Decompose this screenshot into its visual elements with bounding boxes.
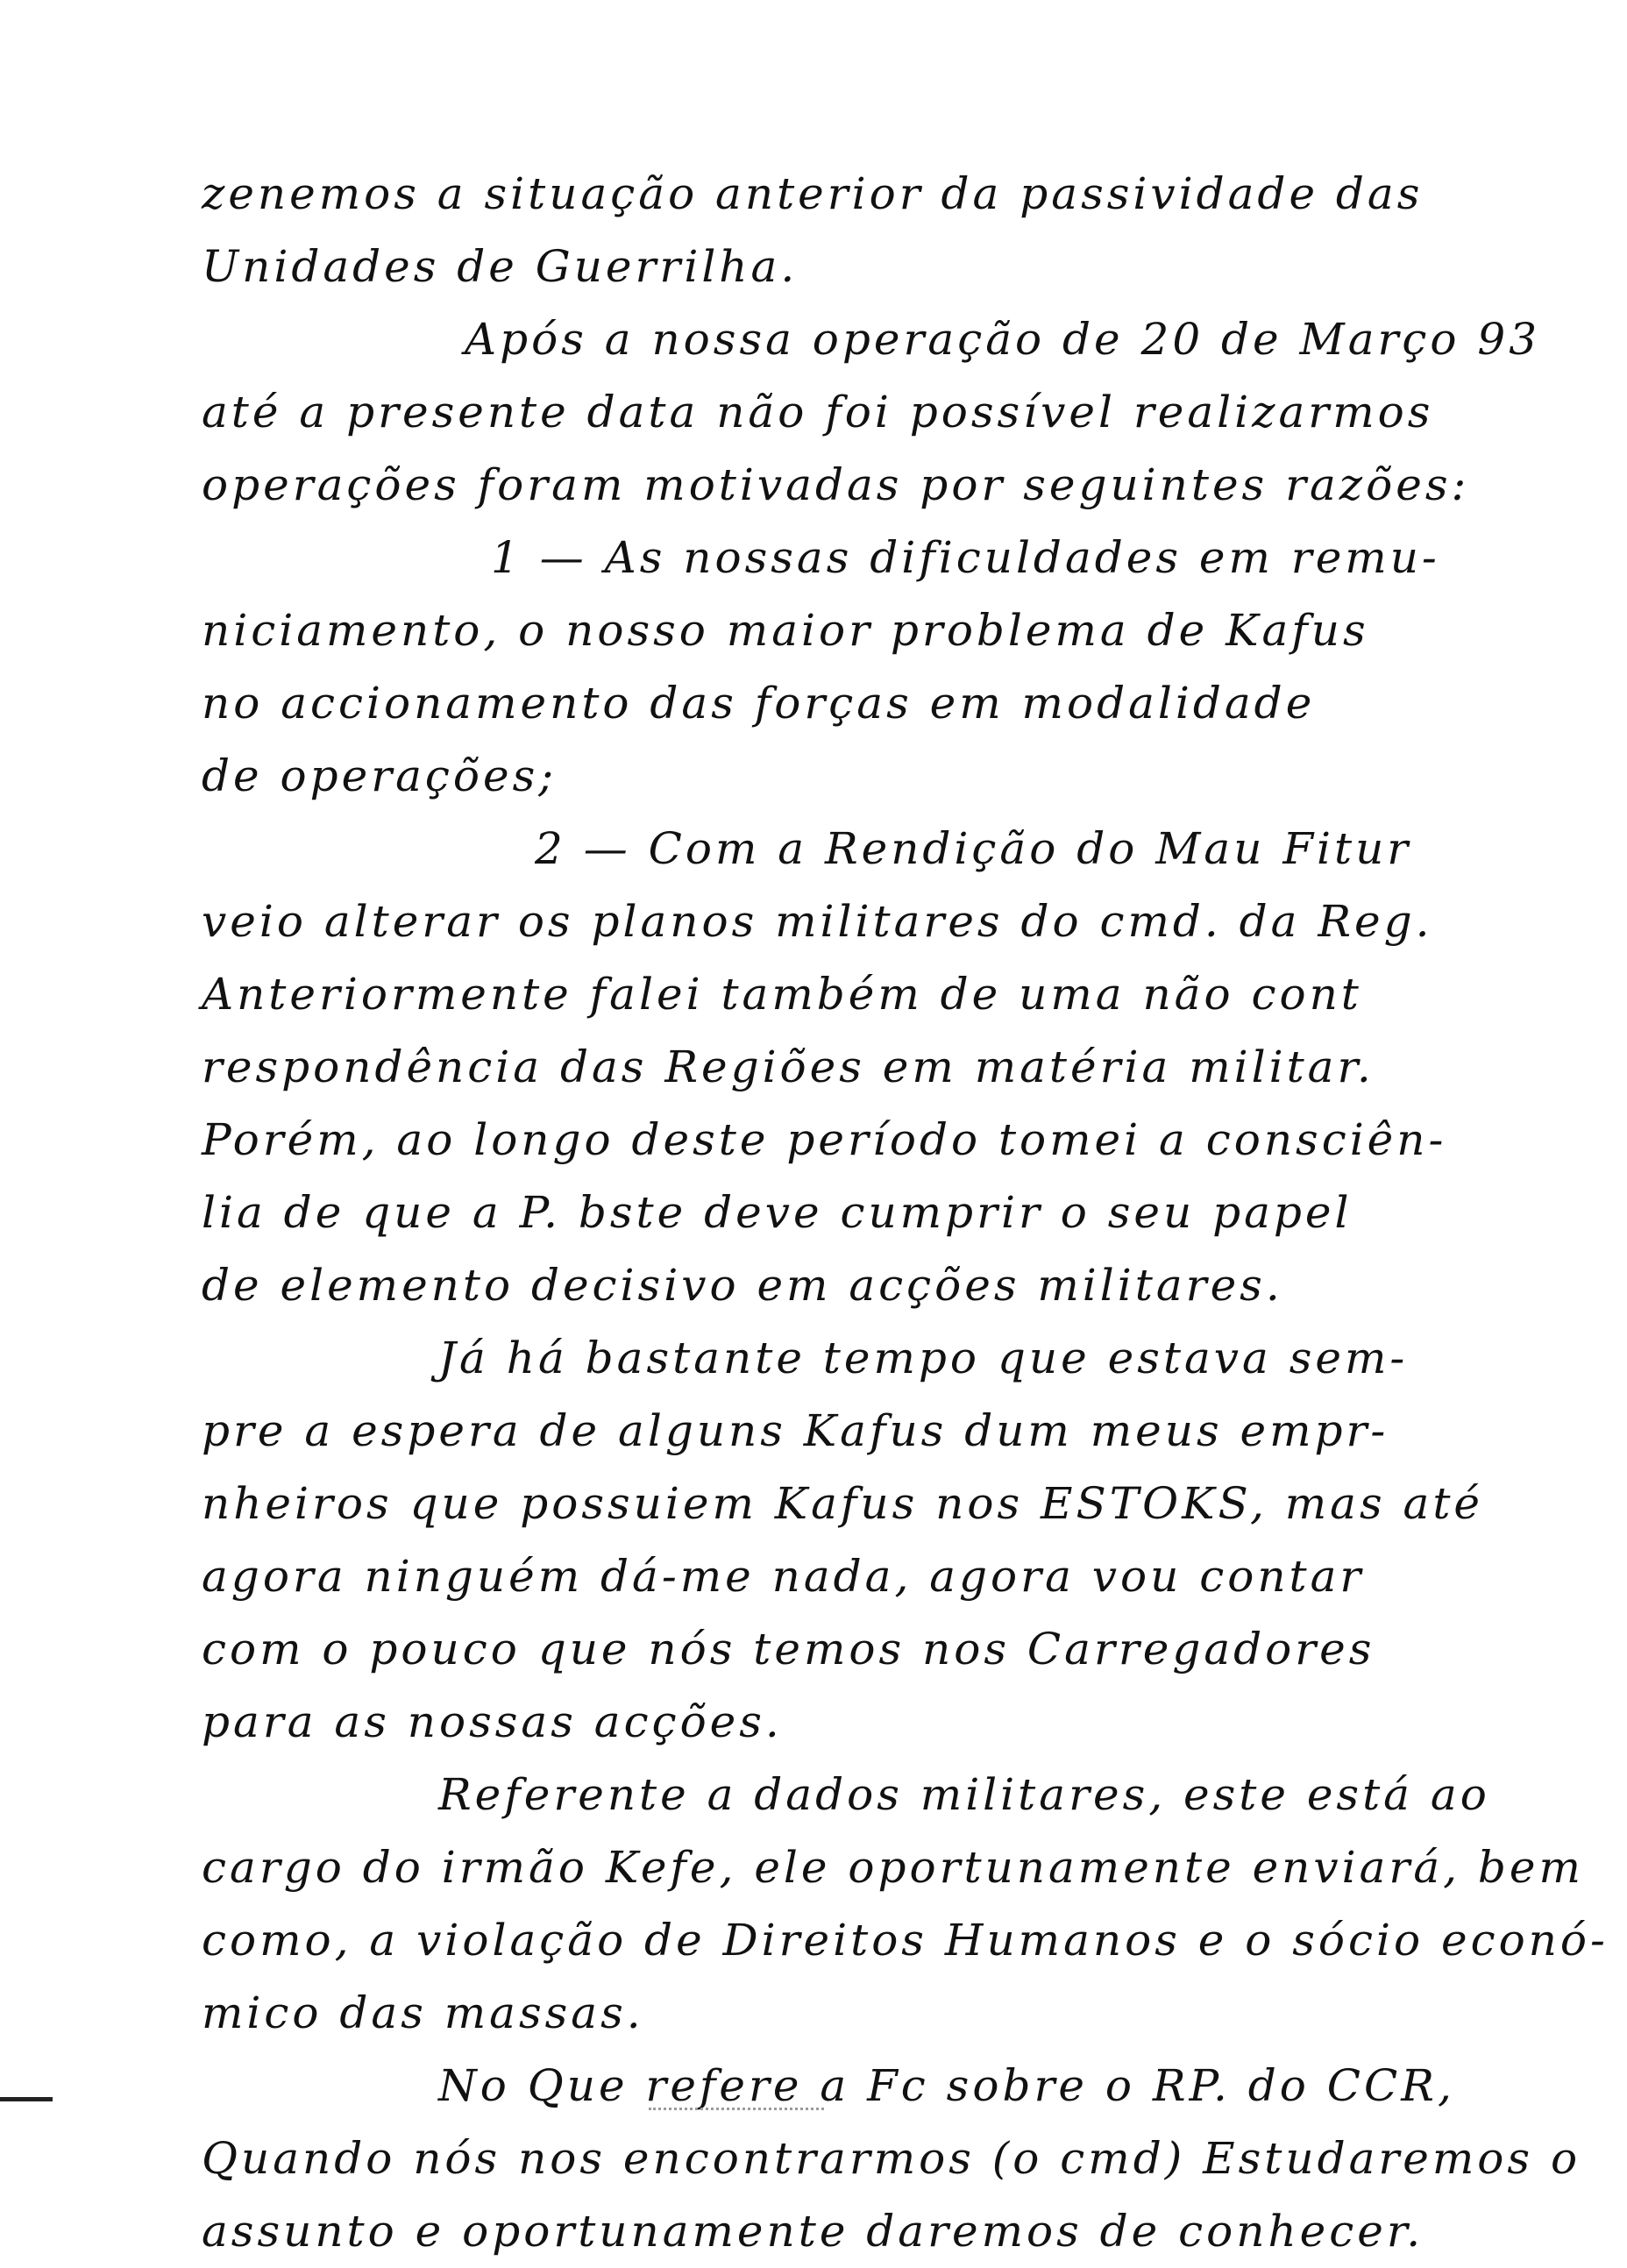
paragraph-start-line: Já há bastante tempo que estava sem- (438, 1333, 1409, 1383)
text-line: para as nossas acções. (202, 1696, 783, 1747)
text-line: Porém, ao longo deste período tomei a consciên- (202, 1114, 1447, 1165)
text-line: de elemento decisivo em acções militares. (202, 1260, 1283, 1311)
scan-dust-marks (649, 2108, 824, 2113)
text-line: nheiros que possuiem Kafus nos ESTOKS, mas até (202, 1478, 1484, 1529)
handwritten-text (202, 158, 1609, 2268)
text-line: com o pouco que nós temos nos Carregadores (202, 1624, 1375, 1674)
text-line: como, a violação de Direitos Humanos e o sócio econó- (202, 1915, 1609, 1966)
text-line: cargo do irmão Kefe, ele oportunamente enviará, bem (202, 1842, 1584, 1893)
text-line: veio alterar os planos militares do cmd. da Reg. (202, 896, 1433, 947)
text-line: pre a espera de alguns Kafus dum meus empr- (202, 1405, 1389, 1456)
text-line: no accionamento das forças em modalidade (202, 678, 1316, 729)
text-line: Anteriormente falei também de uma não cont (202, 969, 1362, 1020)
text-line: Quando nós nos encontrarmos (o cmd) Estudaremos o (202, 2133, 1581, 2184)
text-line: zenemos a situação anterior da passividade das (202, 168, 1424, 219)
text-line: niciamento, o nosso maior problema de Kafus (202, 605, 1369, 656)
paragraph-start-line: Referente a dados militares, este está ao (438, 1769, 1490, 1820)
scan-edge-mark (0, 2097, 53, 2101)
text-line: de operações; (202, 750, 558, 801)
text-line: até a presente data não foi possível realizarmos (202, 387, 1434, 437)
list-item-line: 1 — As nossas dificuldades em remu- (491, 532, 1440, 583)
text-line: respondência das Regiões em matéria militar. (202, 1042, 1375, 1092)
text-line: operações foram motivadas por seguintes razões: (202, 459, 1470, 510)
paragraph-start-line: Após a nossa operação de 20 de Março 93 (465, 314, 1541, 365)
paragraph-start-line: No Que refere a Fc sobre o RP. do CCR, (438, 2060, 1455, 2111)
text-line: agora ninguém dá-me nada, agora vou contar (202, 1551, 1365, 1602)
text-line: mico das massas. (202, 1987, 644, 2038)
list-item-line: 2 — Com a Rendição do Mau Fitur (535, 823, 1412, 874)
text-line: lia de que a P. bste deve cumprir o seu papel (202, 1187, 1353, 1238)
text-line: Unidades de Guerrilha. (202, 241, 799, 292)
text-line: assunto e oportunamente daremos de conhecer. (202, 2206, 1425, 2257)
